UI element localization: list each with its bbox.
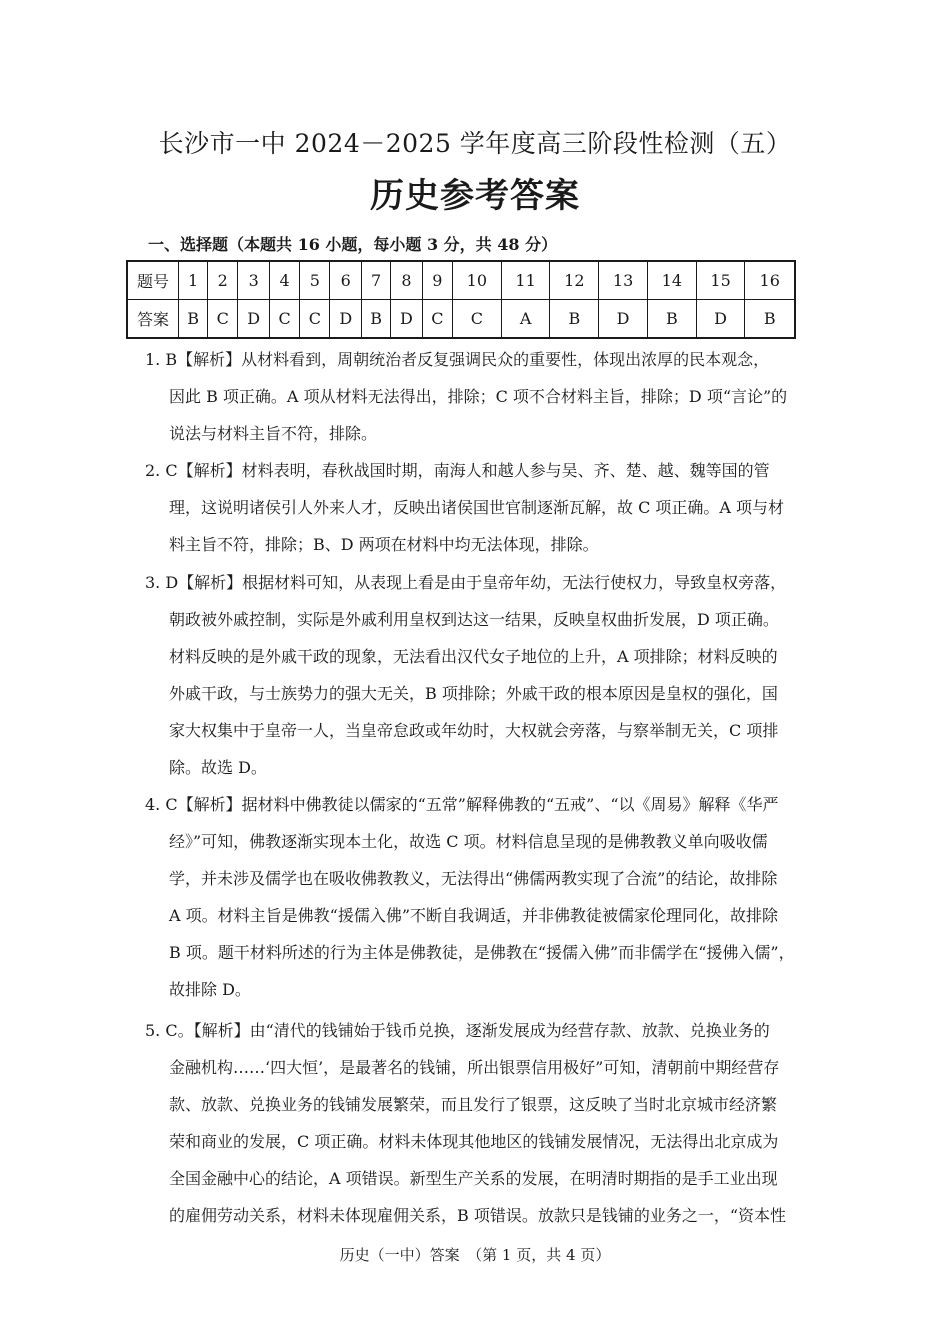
- row-label-number: 题号: [127, 261, 179, 300]
- exam-subtitle: 长沙市一中 2024－2025 学年度高三阶段性检测（五）: [158, 129, 792, 158]
- explanation-line: 荣和商业的发展，C 项正确。材料未体现其他地区的钱铺发展情况，无法得出北京成为: [169, 1132, 779, 1151]
- explanation-line: 因此 B 项正确。A 项从材料无法得出，排除；C 项不合材料主旨，排除；D 项“言论”的: [169, 387, 788, 406]
- question-explanation-1: [145, 341, 810, 452]
- answer-cell: C: [452, 300, 501, 339]
- question-number: 7: [362, 261, 391, 300]
- answer-cell: D: [696, 300, 745, 339]
- question-number: 4: [269, 261, 299, 300]
- explanation-line: 家大权集中于皇帝一人，当皇帝怠政或年幼时，大权就会旁落，与察举制无关，C 项排: [169, 721, 779, 740]
- question-number: 13: [599, 261, 648, 300]
- answer-cell: C: [422, 300, 452, 339]
- explanation-line: 4. C【解析】据材料中佛教徒以儒家的“五常”解释佛教的“五戒”、“以《周易》解释《华严: [145, 795, 779, 814]
- answer-cell: C: [208, 300, 238, 339]
- answer-cell: A: [501, 300, 550, 339]
- explanation-line: 除。故选 D。: [169, 758, 267, 777]
- question-explanation-5: [145, 1012, 810, 1234]
- page-title: 历史参考答案: [370, 176, 580, 216]
- answer-row: [127, 300, 795, 339]
- answer-table: [126, 260, 796, 339]
- page-footer: 历史（一中）答案 （第 1 页，共 4 页）: [339, 1246, 611, 1264]
- question-number: 1: [179, 261, 208, 300]
- explanation-line: 外戚干政，与士族势力的强大无关，B 项排除；外戚干政的根本原因是皇权的强化，国: [169, 684, 778, 703]
- explanation-line: 料主旨不符，排除；B、D 两项在材料中均无法体现，排除。: [169, 535, 599, 554]
- question-number: 10: [452, 261, 501, 300]
- explanation-line: 的雇佣劳动关系，材料未体现雇佣关系，B 项错误。放款只是钱铺的业务之一，“资本性: [169, 1206, 787, 1225]
- explanation-line: 故排除 D。: [169, 980, 251, 999]
- question-number: 15: [696, 261, 745, 300]
- explanation-line: 说法与材料主旨不符，排除。: [169, 424, 378, 443]
- answer-cell: B: [745, 300, 795, 339]
- row-label-answer: 答案: [127, 300, 179, 339]
- explanation-line: 朝政被外戚控制，实际是外戚利用皇权到达这一结果，反映皇权曲折发展，D 项正确。: [169, 610, 779, 629]
- answer-cell: B: [362, 300, 391, 339]
- explanation-line: 金融机构……‘四大恒’，是最著名的钱铺，所出银票信用极好”可知，清朝前中期经营存: [169, 1058, 780, 1077]
- explanation-line: 3. D【解析】根据材料可知，从表现上看是由于皇帝年幼，无法行使权力，导致皇权旁落，: [145, 573, 787, 592]
- question-number: 14: [647, 261, 696, 300]
- explanation-line: 2. C【解析】材料表明，春秋战国时期，南海人和越人参与吴、齐、楚、越、魏等国的管: [145, 461, 770, 480]
- question-explanation-2: [145, 452, 810, 563]
- question-number: 3: [238, 261, 270, 300]
- explanation-line: 全国金融中心的结论，A 项错误。新型生产关系的发展，在明清时期指的是手工业出现: [169, 1169, 778, 1188]
- question-explanation-4: [145, 786, 810, 1008]
- question-number: 9: [422, 261, 452, 300]
- answer-cell: D: [391, 300, 423, 339]
- answer-cell: C: [300, 300, 330, 339]
- question-number: 8: [391, 261, 423, 300]
- answer-cell: B: [647, 300, 696, 339]
- question-number: 6: [330, 261, 362, 300]
- explanation-line: 5. C。【解析】由“清代的钱铺始于钱币兑换，逐渐发展成为经营存款、放款、兑换业务的: [145, 1021, 770, 1040]
- explanation-line: 1. B【解析】从材料看到，周朝统治者反复强调民众的重要性，体现出浓厚的民本观念，: [145, 350, 770, 369]
- explanation-line: A 项。材料主旨是佛教“援儒入佛”不断自我调适，并非佛教徒被儒家伦理同化，故排除: [169, 906, 779, 925]
- explanation-line: B 项。题干材料所述的行为主体是佛教徒，是佛教在“援儒入佛”而非儒学在“援佛入儒”，: [169, 943, 795, 962]
- question-number: 2: [208, 261, 238, 300]
- answer-cell: D: [238, 300, 270, 339]
- explanation-line: 学，并未涉及儒学也在吸收佛教教义，无法得出“佛儒两教实现了合流”的结论，故排除: [169, 869, 778, 888]
- explanation-line: 经》”可知，佛教逐渐实现本土化，故选 C 项。材料信息呈现的是佛教教义单向吸收儒: [169, 832, 768, 851]
- section-heading: 一、选择题（本题共 16 小题，每小题 3 分，共 48 分）: [148, 235, 558, 254]
- question-number: 16: [745, 261, 795, 300]
- answer-cell: B: [550, 300, 599, 339]
- explanation-line: 款、放款、兑换业务的钱铺发展繁荣，而且发行了银票，这反映了当时北京城市经济繁: [169, 1095, 778, 1114]
- question-explanation-3: [145, 564, 810, 786]
- question-number: 5: [300, 261, 330, 300]
- number-row: [127, 261, 795, 300]
- question-number: 12: [550, 261, 599, 300]
- explanation-line: 材料反映的是外戚干政的现象，无法看出汉代女子地位的上升，A 项排除；材料反映的: [169, 647, 778, 666]
- answer-cell: D: [330, 300, 362, 339]
- explanation-line: 理，这说明诸侯引人外来人才，反映出诸侯国世官制逐渐瓦解，故 C 项正确。A 项与材: [169, 498, 785, 517]
- answer-cell: B: [179, 300, 208, 339]
- question-number: 11: [501, 261, 550, 300]
- answer-cell: C: [269, 300, 299, 339]
- answer-cell: D: [599, 300, 648, 339]
